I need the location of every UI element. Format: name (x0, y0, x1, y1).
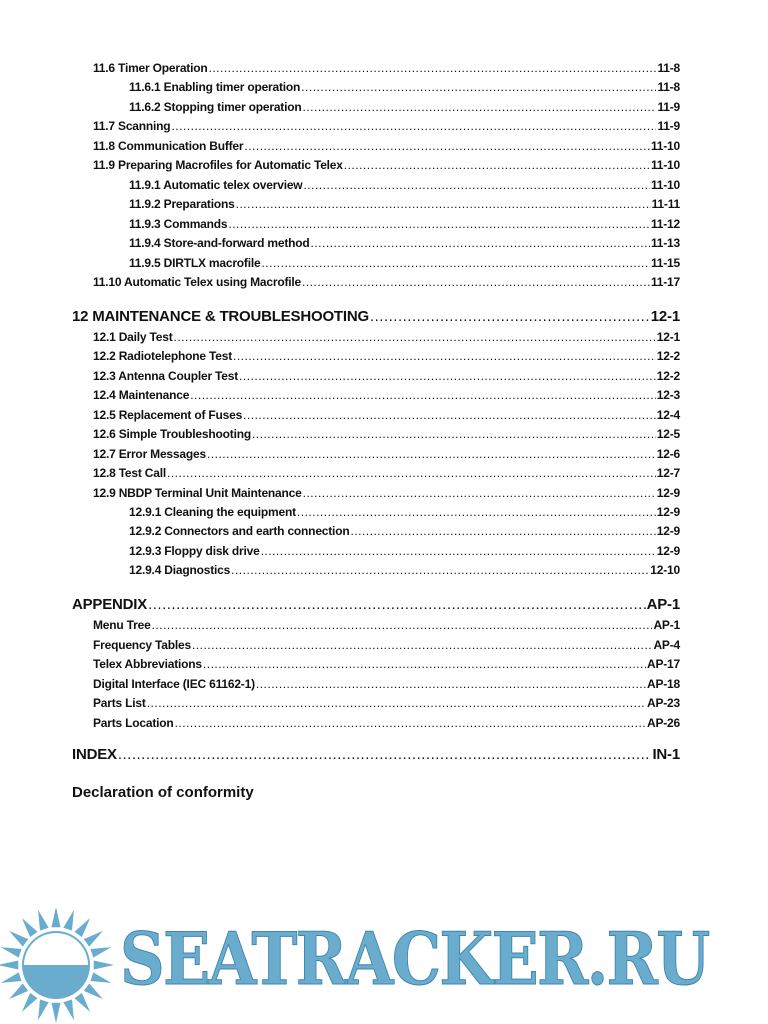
toc-entry[interactable] (93, 466, 680, 482)
dot-leader (147, 696, 646, 710)
toc-entry[interactable] (129, 563, 680, 579)
dot-leader (301, 80, 656, 94)
toc-entry-page: 12-7 (656, 466, 680, 481)
toc-entry-page: 11-10 (650, 158, 680, 173)
toc-entry-title: 11.6.1 Enabling timer operation (129, 80, 301, 95)
sun-ray (51, 907, 60, 927)
dot-leader (175, 716, 646, 730)
sun-ray (9, 983, 28, 999)
toc-entry-title: 12.9 NBDP Terminal Unit Maintenance (93, 485, 302, 500)
toc-entry-page: 12-1 (656, 329, 680, 344)
toc-entry-title: 11.6.2 Stopping timer operation (129, 99, 302, 114)
watermark-logo (0, 905, 768, 1024)
sun-ray (38, 999, 49, 1020)
toc-entry-title: Frequency Tables (93, 637, 191, 652)
toc-entry-title: 11.9.5 DIRTLX macrofile (129, 255, 261, 270)
toc-entry-title: 12.9.1 Cleaning the equipment (129, 505, 296, 519)
toc-entry-page: 11-17 (650, 274, 680, 289)
toc-entry-page: AP-23 (646, 696, 680, 711)
toc-entry-page: 11-8 (657, 80, 680, 95)
dot-leader (303, 100, 657, 114)
toc-entry[interactable] (93, 349, 680, 365)
toc-entry[interactable] (93, 275, 680, 291)
toc-entry[interactable] (129, 524, 680, 540)
declaration-of-conformity-heading: Declaration of conformity (72, 784, 254, 801)
toc-entry[interactable] (129, 197, 680, 213)
sun-ray (90, 947, 111, 958)
dot-leader (167, 466, 656, 480)
sun-ray (38, 910, 49, 931)
dot-leader (231, 563, 649, 577)
toc-entry[interactable] (93, 677, 680, 693)
toc-entry[interactable] (129, 217, 680, 233)
dot-leader (203, 657, 646, 671)
toc-entry-title: 11.9.2 Preparations (129, 197, 235, 212)
sun-ray (9, 931, 28, 947)
toc-entry[interactable] (93, 486, 680, 502)
dot-leader (174, 330, 656, 344)
toc-entry-title: Parts List (93, 696, 146, 711)
toc-entry[interactable] (93, 427, 680, 443)
toc-entry-page: 11-10 (650, 138, 680, 153)
toc-entry-page: 12-9 (656, 505, 680, 519)
toc-entry[interactable] (93, 369, 680, 385)
dot-leader (236, 197, 651, 211)
toc-entry[interactable] (129, 505, 680, 521)
toc-entry[interactable] (93, 158, 680, 174)
dot-leader (190, 388, 656, 402)
dot-leader (228, 217, 650, 231)
toc-entry-page: 12-2 (656, 349, 680, 364)
toc-entry-page: 12-9 (656, 543, 680, 558)
toc-entry[interactable] (93, 657, 680, 673)
toc-entry-page: 11-12 (650, 216, 680, 231)
sun-icon (0, 905, 120, 1024)
dot-leader (118, 746, 652, 763)
dot-leader (152, 618, 653, 632)
toc-entry-title: 12.9.2 Connectors and earth connection (129, 524, 350, 539)
dot-leader (261, 256, 650, 270)
toc-entry-title: 11.9.3 Commands (129, 216, 228, 231)
toc-entry[interactable] (93, 139, 680, 155)
toc-entry-page: 12-9 (656, 524, 680, 539)
toc-entry-page: 11-13 (650, 236, 680, 251)
toc-entry[interactable] (129, 236, 680, 252)
toc-entry[interactable] (129, 544, 680, 560)
sun-ray (22, 918, 38, 937)
sun-ray (74, 918, 90, 937)
toc-entry-title: Menu Tree (93, 618, 151, 633)
toc-entry[interactable] (129, 256, 680, 272)
watermark-text: SEATRACKER.RU (120, 916, 709, 1001)
toc-entry-title: 11.8 Communication Buffer (93, 138, 244, 153)
toc-entry-page: 12-2 (656, 368, 680, 383)
toc-entry-title: 12 MAINTENANCE & TROUBLESHOOTING (72, 307, 369, 325)
toc-heading[interactable] (72, 746, 680, 765)
toc-entry-title: Telex Abbreviations (93, 657, 202, 672)
sun-ray (0, 960, 18, 969)
toc-entry-page: 12-9 (656, 485, 680, 500)
dot-leader (303, 178, 650, 192)
toc-entry-page: 11-11 (651, 197, 680, 212)
toc-entry-page: AP-26 (646, 715, 680, 730)
toc-entry-title: 12.1 Daily Test (93, 329, 173, 344)
sun-ray (63, 910, 74, 931)
sun-ray (94, 960, 114, 969)
sun-ray (1, 972, 22, 983)
dot-leader (370, 308, 650, 325)
toc-entry-page: 12-3 (656, 388, 680, 403)
toc-entry-page: AP-1 (653, 618, 680, 633)
toc-entry-page: 12-1 (650, 307, 680, 325)
toc-entry-page: AP-17 (646, 657, 680, 672)
toc-entry-title: 11.10 Automatic Telex using Macrofile (93, 274, 302, 289)
dot-leader (302, 275, 650, 289)
toc-entry-title: 11.9.1 Automatic telex overview (129, 177, 303, 192)
toc-entry-title: INDEX (72, 745, 117, 763)
toc-entry-page: 11-15 (650, 255, 680, 270)
dot-leader (209, 61, 657, 75)
sun-ray (90, 972, 111, 983)
dot-leader (233, 349, 656, 363)
toc-entry-page: IN-1 (652, 745, 680, 763)
sun-ray (63, 999, 74, 1020)
toc-entry-page: 11-9 (657, 99, 680, 114)
toc-heading[interactable] (72, 596, 680, 615)
toc-entry-page: AP-1 (646, 596, 680, 614)
toc-entry-title: APPENDIX (72, 596, 148, 614)
toc-entry-page: 11-8 (657, 61, 680, 75)
toc-entry-title: 12.8 Test Call (93, 466, 167, 481)
toc-entry-title: 12.9.4 Diagnostics (129, 563, 231, 578)
dot-leader (303, 486, 656, 500)
sun-ray (1, 947, 22, 958)
dot-leader (207, 447, 656, 461)
dot-leader (171, 119, 656, 133)
toc-entry-title: 12.2 Radiotelephone Test (93, 349, 233, 364)
toc-entry-title: 12.5 Replacement of Fuses (93, 407, 243, 422)
toc-entry-title: 12.7 Error Messages (93, 446, 206, 461)
toc-entry-page: 12-4 (656, 407, 680, 422)
toc-entry-page: AP-4 (653, 637, 680, 652)
toc-entry-title: 11.9.4 Store-and-forward method (129, 236, 310, 251)
toc-entry-title: Parts Location (93, 715, 174, 730)
dot-leader (192, 638, 653, 652)
toc-entry-page: 12-5 (656, 427, 680, 442)
dot-leader (261, 544, 656, 558)
sun-ray (84, 931, 103, 947)
toc-entry[interactable] (93, 330, 680, 346)
dot-leader (244, 139, 650, 153)
toc-entry-title: 12.9.3 Floppy disk drive (129, 543, 260, 558)
dot-leader (297, 505, 656, 519)
toc-entry[interactable] (93, 119, 680, 135)
toc-entry[interactable] (129, 178, 680, 194)
toc-entry-page: 12-10 (650, 563, 680, 578)
toc-entry[interactable] (93, 447, 680, 463)
toc-heading[interactable] (72, 308, 680, 327)
sun-ray (22, 993, 38, 1012)
dot-leader (344, 158, 650, 172)
dot-leader (256, 677, 646, 691)
sun-ray (84, 983, 103, 999)
toc-entry[interactable] (93, 638, 680, 654)
toc-entry-title: 12.3 Antenna Coupler Test (93, 368, 239, 383)
toc-entry-page: AP-18 (646, 676, 680, 691)
toc-entry[interactable] (93, 716, 680, 732)
toc-entry[interactable] (93, 388, 680, 404)
dot-leader (239, 369, 656, 383)
toc-entry[interactable] (93, 408, 680, 424)
dot-leader (311, 236, 650, 250)
toc-entry-title: 12.4 Maintenance (93, 388, 190, 403)
toc-entry-title: 11.7 Scanning (93, 119, 171, 134)
sun-ray (74, 993, 90, 1012)
toc-entry-title: 12.6 Simple Troubleshooting (93, 427, 251, 442)
toc-entry[interactable] (93, 61, 680, 77)
dot-leader (243, 408, 656, 422)
toc-entry-title: 11.9 Preparing Macrofiles for Automatic Telex (93, 158, 343, 173)
toc-entry-title: 11.6 Timer Operation (93, 61, 208, 75)
toc-entry-page: 11-10 (650, 177, 680, 192)
toc-entry-page: 11-9 (657, 119, 680, 134)
sun-ray (51, 1003, 60, 1023)
dot-leader (350, 524, 655, 538)
toc-entry[interactable] (129, 80, 680, 96)
toc-entry-page: 12-6 (656, 446, 680, 461)
dot-leader (252, 427, 656, 441)
toc-entry-title: Digital Interface (IEC 61162-1) (93, 676, 255, 691)
toc-entry[interactable] (93, 696, 680, 712)
toc-entry[interactable] (93, 618, 680, 634)
dot-leader (148, 596, 646, 613)
toc-entry[interactable] (129, 100, 680, 116)
